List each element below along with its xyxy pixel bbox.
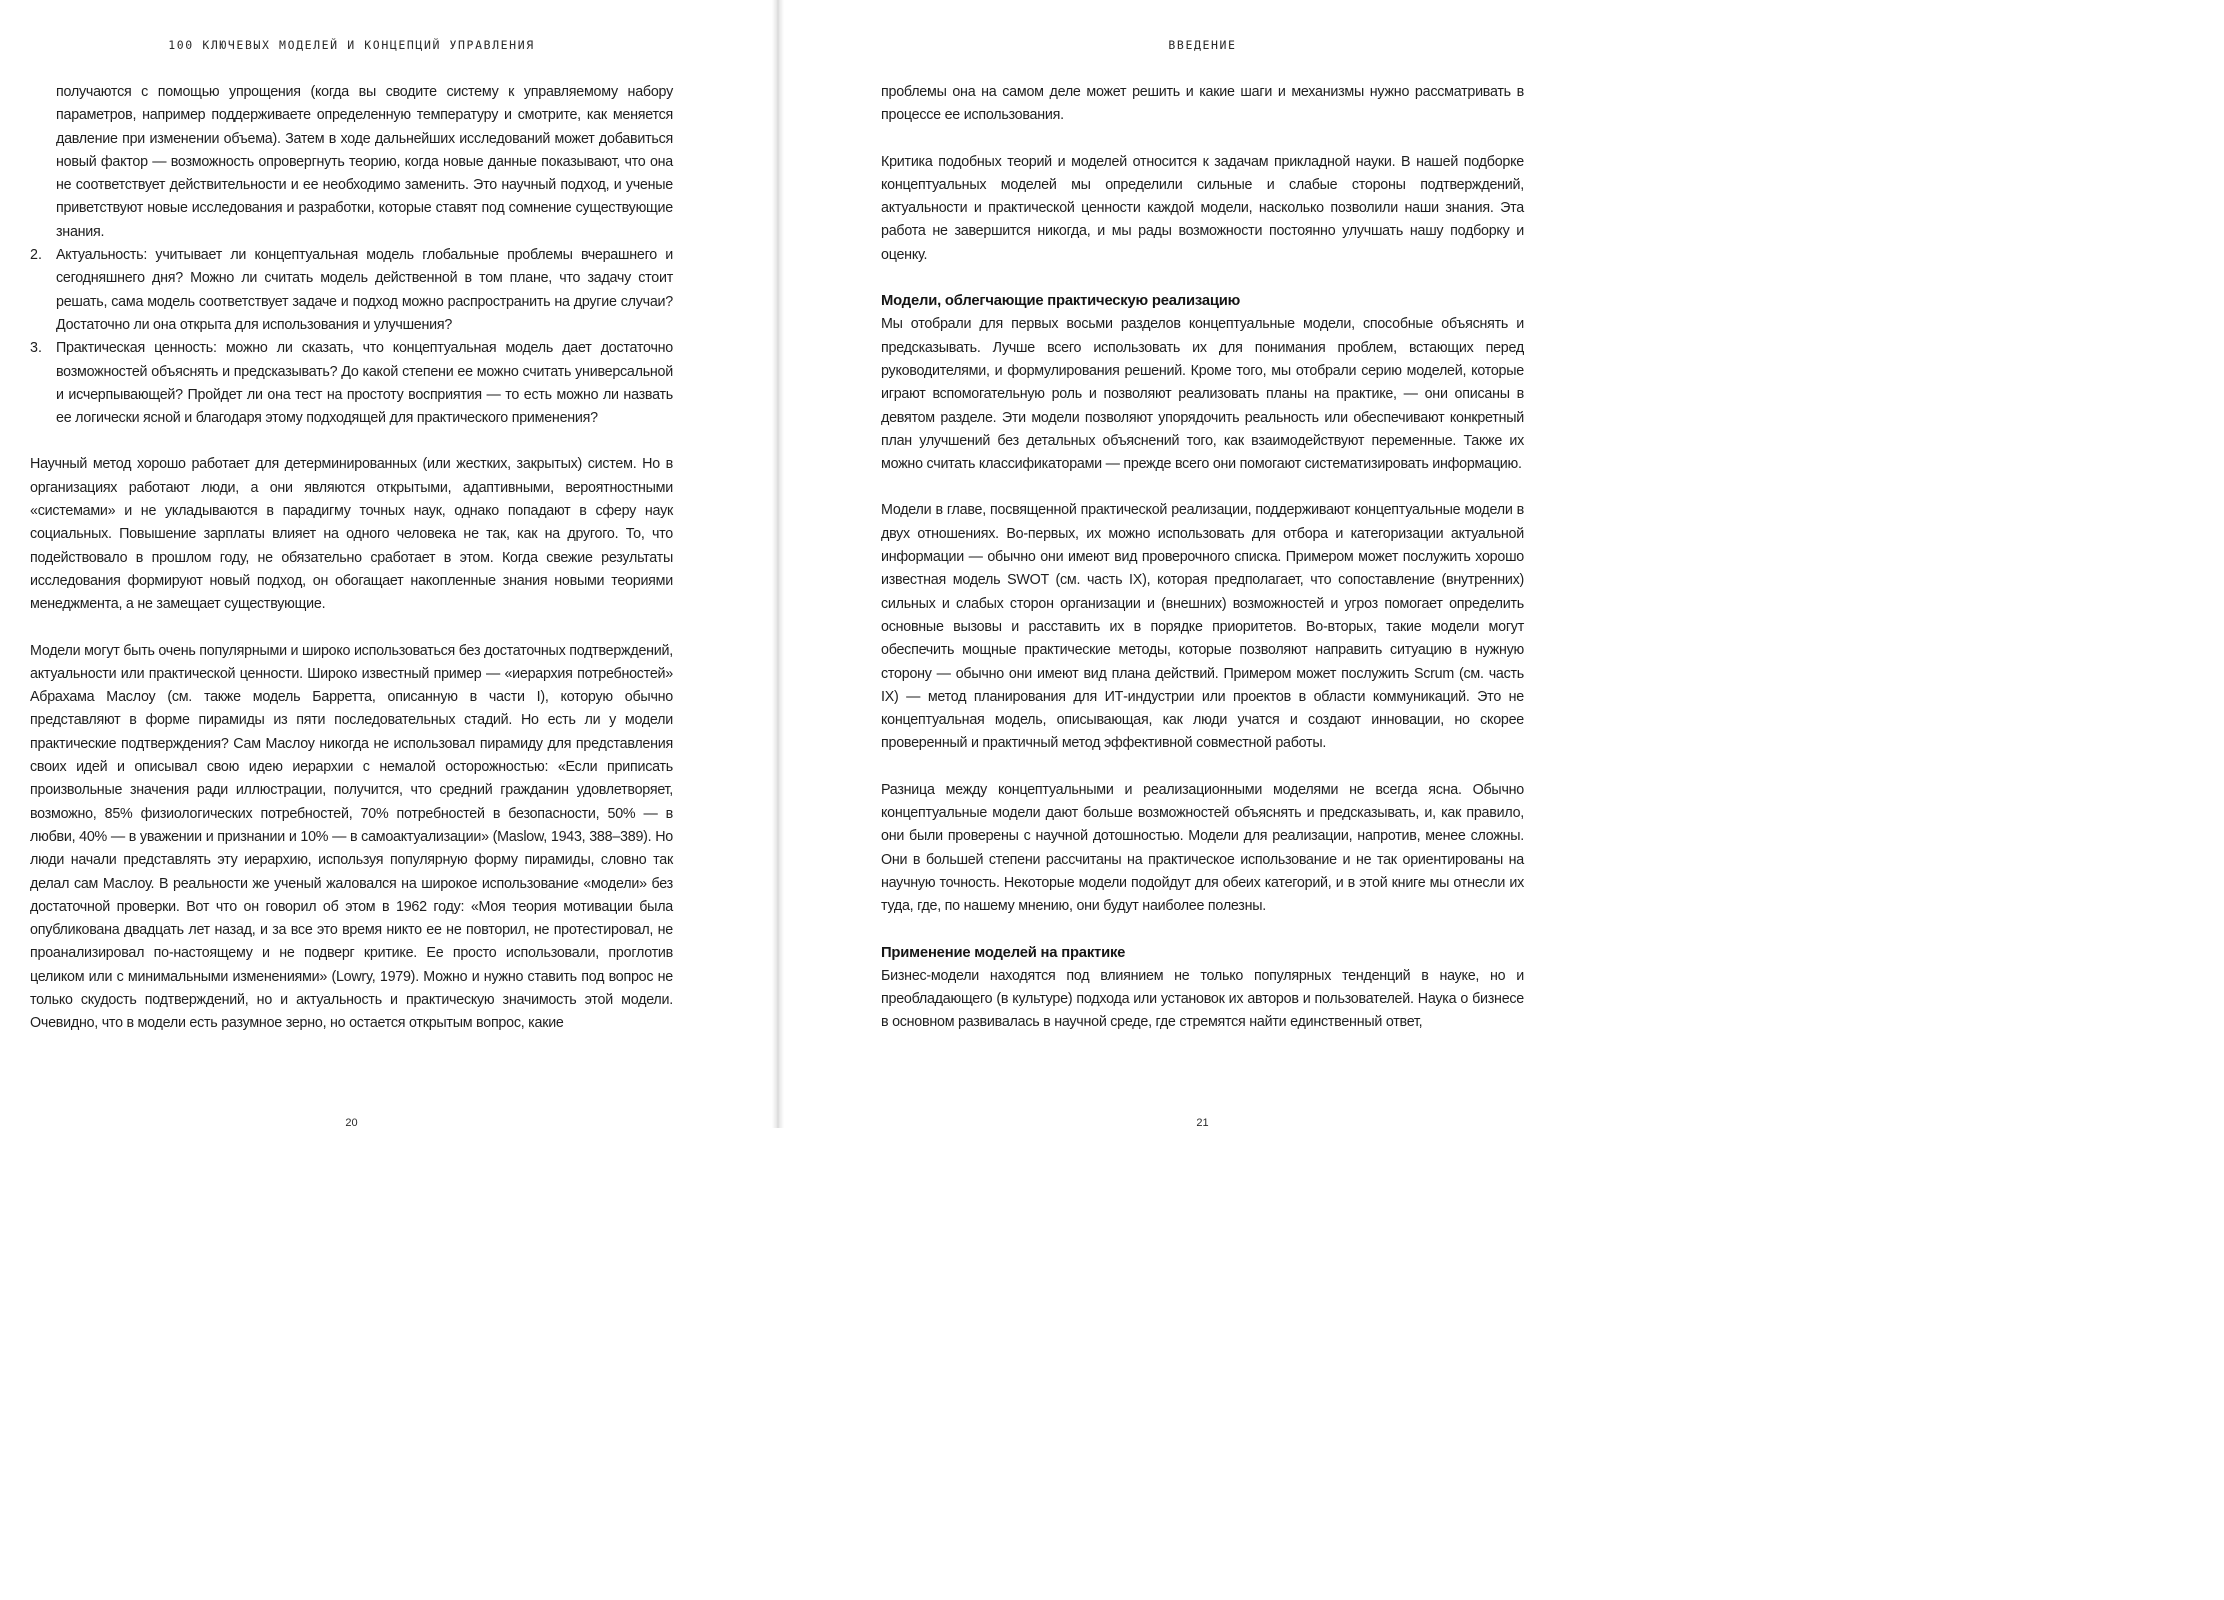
paragraph: Разница между концептуальными и реализационными моделями не всегда ясна. Обычно концептуальные модели дают больше возможностей объяснять и предсказывать, и, как правило, они были проверены с научной дотошностью. Модели для реализации, напротив, менее сложны. Они в большей степени рассчитаны на практическое использование и не так ориентированы на научную точность. Некоторые модели подойдут для обеих категорий, и в этой книге мы отнесли их туда, где, по нашему мнению, они будут наиболее полезны. (881, 781, 1524, 915)
page-body (30, 81, 673, 1036)
list-item-text: Актуальность: учитывает ли концептуальная модель глобальные проблемы вчерашнего и сегодняшнего дня? Можно ли считать модель действенной в том плане, что задачу стоит решать, сама модель соответствует задаче и подход можно распространить на другие случаи? Достаточно ли она открыта для использования и улучшения? (56, 247, 673, 333)
paragraph: Модели в главе, посвященной практической реализации, поддерживают концептуальные модели в двух отношениях. Во-первых, их можно использовать для отбора и категоризации актуальной информации — обычно они имеют вид проверочного списка. Примером может послужить хорошо известная модель SWOT (см. часть IX), которая предполагает, что сопоставление (внутренних) сильных и слабых сторон организации и (внешних) возможностей и угроз помогает определить основные вызовы и расставить их в порядке приоритетов. Во-вторых, такие модели могут обеспечить мощные практические методы, которые позволяют направить ситуацию в нужную сторону — обычно они имеют вид плана действий. Примером может послужить Scrum (см. часть IX) — метод планирования для ИТ-индустрии или проектов в области коммуникаций. Это не концептуальная модель, описывающая, как люди учатся и создают инновации, но скорее проверенный и практичный метод эффективной совместной работы. (881, 502, 1524, 752)
list-item (30, 337, 673, 430)
numbered-list (30, 244, 673, 430)
section-heading: Модели, облегчающие практическую реализацию (881, 293, 1241, 310)
left-page (30, 0, 673, 1128)
running-header: 100 КЛЮЧЕВЫХ МОДЕЛЕЙ И КОНЦЕПЦИЙ УПРАВЛЕНИЯ (168, 38, 535, 52)
running-header: ВВЕДЕНИЕ (1168, 38, 1237, 52)
list-number: 2. (30, 247, 42, 264)
right-page (881, 0, 1524, 1128)
page-number: 21 (1196, 1117, 1209, 1129)
book-spine (772, 0, 784, 1128)
page-number: 20 (345, 1117, 358, 1129)
paragraph: проблемы она на самом деле может решить и какие шаги и механизмы нужно рассматривать в процессе ее использования. (881, 84, 1524, 124)
section-heading: Применение моделей на практике (881, 944, 1126, 961)
list-number: 3. (30, 340, 42, 357)
list-item-text: Практическая ценность: можно ли сказать, что концептуальная модель дает достаточно возможностей объяснять и предсказывать? До какой степени ее можно считать универсальной и исчерпывающей? Пройдет ли она тест на простоту восприятия — то есть можно ли назвать ее логически ясной и благодаря этому подходящей для практического применения? (56, 340, 673, 427)
paragraph: Критика подобных теорий и моделей относится к задачам прикладной науки. В нашей подборке концептуальных моделей мы определили сильные и слабые стороны подтверждений, актуальности и практической ценности каждой модели, насколько позволили наши знания. Эта работа не завершится никогда, и мы рады возможности постоянно улучшать нашу подборку и оценку. (881, 153, 1524, 263)
list-item (30, 244, 673, 337)
paragraph: Модели могут быть очень популярными и широко использоваться без достаточных подтверждений, актуальности или практической ценности. Широко известный пример — «иерархия потребностей» Абрахама Маслоу (см. также модель Барретта, описанную в части I), которую обычно представляют в форме пирамиды из пяти последовательных стадий. Но есть ли у модели практические подтверждения? Сам Маслоу никогда не использовал пирамиду для представления своих идей и описывал свою идею иерархии с немалой осторожностью: «Если приписать произвольные значения ради иллюстрации, получится, что средний гражданин удовлетворяет, возможно, 85% физиологических потребностей, 70% потребностей в безопасности, 50% — в любви, 40% — в уважении и признании и 10% — в самоактуализации» (Maslow, 1943, 388–389). Но люди начали представлять эту иерархию, используя популярную форму пирамиды, словно так делал сам Маслоу. В реальности же ученый жаловался на широкое использование «модели» без достаточной проверки. Вот что он говорил об этом в 1962 году: «Моя теория мотивации была опубликована двадцать лет назад, и за все это время никто ее не повторил, не протестировал, не проанализировал по-настоящему и не подверг критике. Ее просто использовали, проглотив целиком или с минимальными изменениями» (Lowry, 1979). Можно и нужно ставить под вопрос не только скудость подтверждений, но и актуальность и практическую значимость этой модели. Очевидно, что в модели есть разумное зерно, но остается открытым вопрос, какие (30, 642, 674, 1032)
paragraph: Научный метод хорошо работает для детерминированных (или жестких, закрытых) систем. Но в организациях работают люди, а они являются открытыми, адаптивными, вероятностными «системами» и не укладываются в парадигму точных наук, однако попадают в сферу наук социальных. Повышение зарплаты влияет на одного человека не так, как на другого. То, что подействовало в прошлом году, не обязательно сработает в этом. Когда свежие результаты исследования формируют новый подход, он обогащает накопленные знания новыми теориями менеджмента, а не замещает существующие. (30, 456, 673, 613)
page-body (881, 81, 1524, 1035)
paragraph: Бизнес-модели находятся под влиянием не только популярных тенденций в науке, но и преобладающего (в культуре) подхода или установок их авторов и пользователей. Наука о бизнесе в основном развивалась в научной среде, где стремятся найти единственный ответ, (881, 967, 1524, 1031)
list-item-continuation: получаются с помощью упрощения (когда вы сводите систему к управляемому набору параметров, например поддерживаете определенную температуру и смотрите, как меняется давление при изменении объема). Затем в ходе дальнейших исследований может добавиться новый фактор — возможность опровергнуть теорию, когда новые данные показывают, что она не соответствует действительности и ее необходимо заменить. Это научный подход, и ученые приветствуют новые исследования и разработки, которые ставят под сомнение существующие знания. (56, 84, 673, 240)
paragraph: Мы отобрали для первых восьми разделов концептуальные модели, способные объяснять и предсказывать. Лучше всего использовать их для понимания проблем, встающих перед руководителями, и формулирования решений. Кроме того, мы отобрали серию моделей, которые играют вспомогательную роль и позволяют реализовать планы на практике, — они описаны в девятом разделе. Эти модели позволяют упорядочить реальность или обеспечивают конкретный план улучшений без детальных объяснений того, как взаимодействуют переменные. Также их можно считать классификаторами — прежде всего они помогают систематизировать информацию. (881, 316, 1524, 473)
